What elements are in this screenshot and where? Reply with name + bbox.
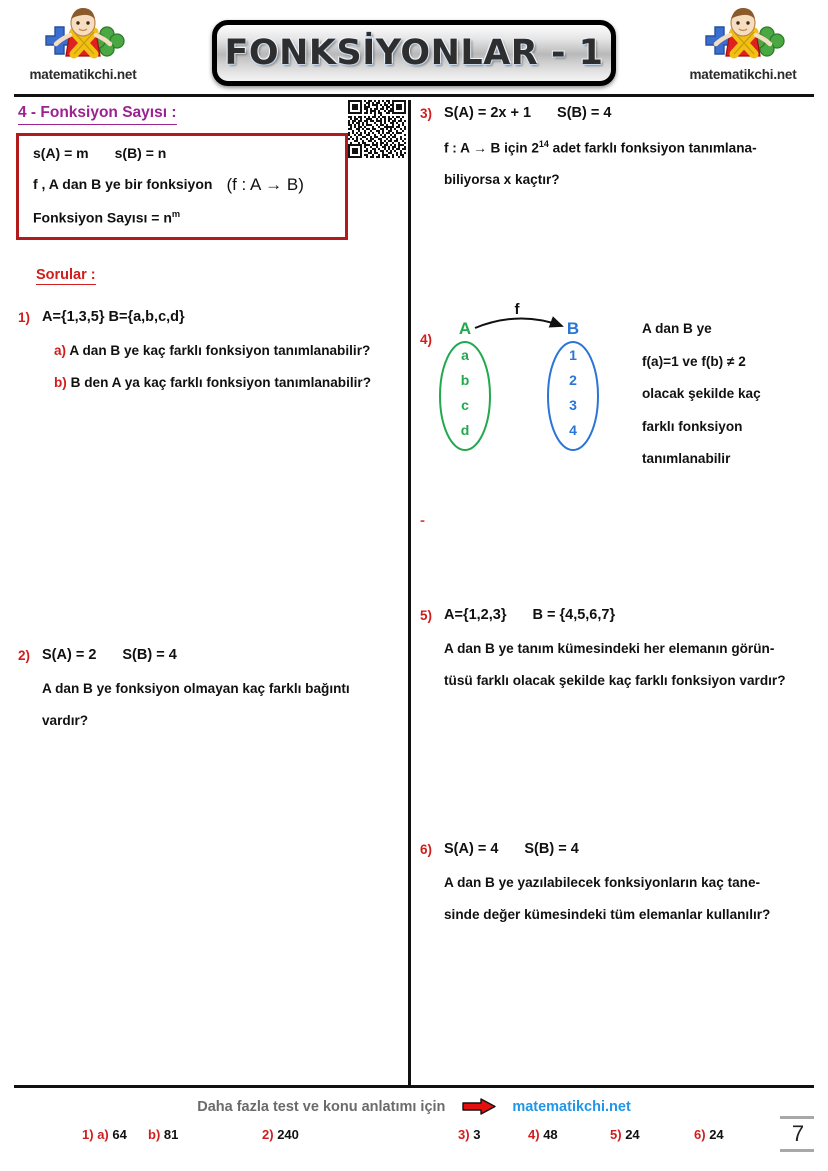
logo-right-caption: matematikchi.net [689, 67, 797, 82]
left-column [14, 100, 406, 1085]
set-a-element-1: b [460, 372, 470, 388]
question-5-set-a: A={1,2,3} [444, 607, 507, 623]
question-1-number: 1) [18, 310, 31, 325]
section-heading: 4 - Fonksiyon Sayısı : [18, 104, 177, 125]
answer-1a-value: 64 [112, 1127, 127, 1142]
question-6-line-2: sinde değer kümesindeki tüm elemanlar kullanılır? [444, 906, 771, 922]
matematikchi-mascot-icon [668, 8, 818, 70]
column-divider [408, 100, 411, 1085]
right-column [416, 100, 814, 1085]
question-3-givens [444, 106, 810, 122]
formula-sb: s(B) = n [114, 145, 167, 161]
question-5-line-1: A dan B ye tanım kümesindeki her elemanın görün- [444, 640, 775, 656]
answer-3 [458, 1127, 480, 1142]
footer-divider [14, 1085, 814, 1088]
question-4-number: 4) [420, 332, 433, 347]
set-b-element-0: 1 [569, 347, 577, 363]
question-3 [420, 106, 810, 187]
formula-box [16, 133, 348, 240]
page-number: 7 [791, 1121, 805, 1146]
question-2-line-1: A dan B ye fonksiyon olmayan kaç farklı bağıntı [42, 680, 350, 696]
question-3-line-2: biliyorsa x kaçtır? [444, 172, 560, 188]
question-5-set-b: B = {4,5,6,7} [532, 607, 616, 623]
question-4-line-1: f(a)=1 ve f(b) ≠ 2 [642, 353, 746, 369]
formula-fn-text: f , A dan B ye bir fonksiyon [33, 176, 213, 192]
question-2-line-2: vardır? [42, 712, 89, 728]
promo-row [0, 1098, 828, 1116]
answer-2 [262, 1127, 299, 1142]
question-2 [18, 648, 403, 727]
question-6-number: 6) [420, 842, 433, 857]
promo-text: Daha fazla test ve konu anlatımı için [197, 1098, 446, 1115]
question-3-number: 3) [420, 106, 433, 121]
question-6 [420, 842, 814, 921]
set-a-element-0: a [461, 347, 469, 363]
question-2-sb: S(B) = 4 [122, 647, 177, 663]
answer-4 [528, 1127, 558, 1142]
set-a-element-3: d [460, 422, 470, 438]
formula-fn-notation: (f : A → B) [226, 175, 304, 194]
answer-2-value: 240 [277, 1127, 299, 1142]
set-b-element-1: 2 [569, 372, 577, 388]
answer-6 [694, 1127, 724, 1142]
question-3-line-1 [444, 140, 810, 155]
question-4-line-0: A dan B ye [642, 321, 712, 336]
answer-1a-letter: a) [97, 1127, 109, 1142]
answer-5-value: 24 [625, 1127, 640, 1142]
formula-count-label: Fonksiyon Sayısı = n [33, 209, 172, 226]
page-number-rule-bottom [780, 1149, 814, 1152]
question-6-line-1: A dan B ye yazılabilecek fonksiyonların kaç tane- [444, 874, 761, 890]
question-1-sets: A={1,3,5} B={a,b,c,d} [42, 309, 185, 325]
answer-2-number: 2) [262, 1127, 274, 1142]
logo-left [8, 8, 158, 92]
answer-key-row [0, 1127, 760, 1149]
question-2-givens [42, 648, 403, 664]
stray-dash-mark: - [420, 512, 425, 529]
answer-1b-letter: b) [148, 1127, 161, 1142]
question-2-sa: S(A) = 2 [42, 647, 97, 663]
formula-line-1 [33, 145, 345, 161]
set-a-label: A [458, 319, 472, 338]
arrow-label-f: f [514, 301, 520, 318]
questions-label: Sorular : [36, 267, 96, 283]
question-1 [18, 310, 403, 390]
question-6-sa: S(A) = 4 [444, 841, 499, 857]
set-a-element-2: c [461, 397, 469, 413]
question-3-sa: S(A) = 2x + 1 [444, 105, 532, 121]
question-6-sb: S(B) = 4 [524, 841, 579, 857]
question-3-line-1-post: adet farklı fonksiyon tanımlana- [548, 140, 757, 156]
answer-4-number: 4) [528, 1127, 540, 1142]
question-5-givens [444, 608, 814, 624]
question-1a-text: A dan B ye kaç farklı fonksiyon tanımlanabilir? [69, 342, 371, 358]
question-3-exponent: 14 [538, 138, 549, 149]
worksheet-title-banner [212, 20, 616, 86]
question-5-number: 5) [420, 608, 433, 623]
answer-6-value: 24 [709, 1127, 724, 1142]
question-4-diagram [434, 301, 814, 472]
matematikchi-mascot-icon [8, 8, 158, 70]
right-arrow-icon [462, 1098, 496, 1115]
question-3-sb: S(B) = 4 [557, 105, 612, 121]
question-2-number: 2) [18, 648, 31, 663]
formula-line-2 [33, 175, 345, 195]
question-6-givens [444, 842, 814, 858]
question-4-line-3: farklı fonksiyon [642, 418, 743, 434]
header-divider [14, 94, 814, 97]
page-header [0, 0, 828, 96]
answer-5 [610, 1127, 640, 1142]
question-4-line-2: olacak şekilde kaç [642, 386, 761, 402]
answer-1b-value: 81 [163, 1127, 179, 1142]
page-number-box [780, 1116, 816, 1162]
formula-sa: s(A) = m [33, 145, 89, 161]
question-1a-letter: a) [54, 342, 67, 358]
answer-1a [82, 1127, 127, 1142]
question-1b-text: B den A ya kaç farklı fonksiyon tanımlanabilir? [70, 374, 372, 390]
page-title: FONKSİYONLAR - 1 [224, 33, 604, 73]
set-b-element-3: 4 [569, 422, 577, 438]
answer-1-number: 1) [82, 1127, 94, 1142]
promo-site-link[interactable]: matematikchi.net [512, 1098, 631, 1115]
answer-5-number: 5) [610, 1127, 622, 1142]
set-b-label: B [566, 319, 580, 338]
question-1b-letter: b) [54, 374, 67, 390]
question-4-text [642, 322, 817, 466]
qr-code-icon[interactable] [348, 100, 406, 158]
answer-1b [148, 1127, 178, 1142]
answer-4-value: 48 [543, 1127, 558, 1142]
formula-exponent: m [171, 209, 181, 219]
answer-3-number: 3) [458, 1127, 470, 1142]
question-5 [420, 608, 814, 687]
question-3-line-1-pre: f : A → B için 2 [444, 140, 539, 156]
logo-right [668, 8, 818, 92]
answer-3-value: 3 [473, 1127, 481, 1142]
question-4-line-4: tanımlanabilir [642, 451, 731, 467]
answer-6-number: 6) [694, 1127, 706, 1142]
question-1b [54, 375, 403, 390]
logo-left-caption: matematikchi.net [29, 67, 137, 82]
question-5-line-2: tüsü farklı olacak şekilde kaç farklı fonksiyon vardır? [444, 672, 786, 688]
set-b-element-2: 3 [569, 397, 577, 413]
question-1a [54, 343, 403, 358]
function-mapping-diagram [434, 301, 634, 467]
formula-line-3 [33, 209, 345, 226]
